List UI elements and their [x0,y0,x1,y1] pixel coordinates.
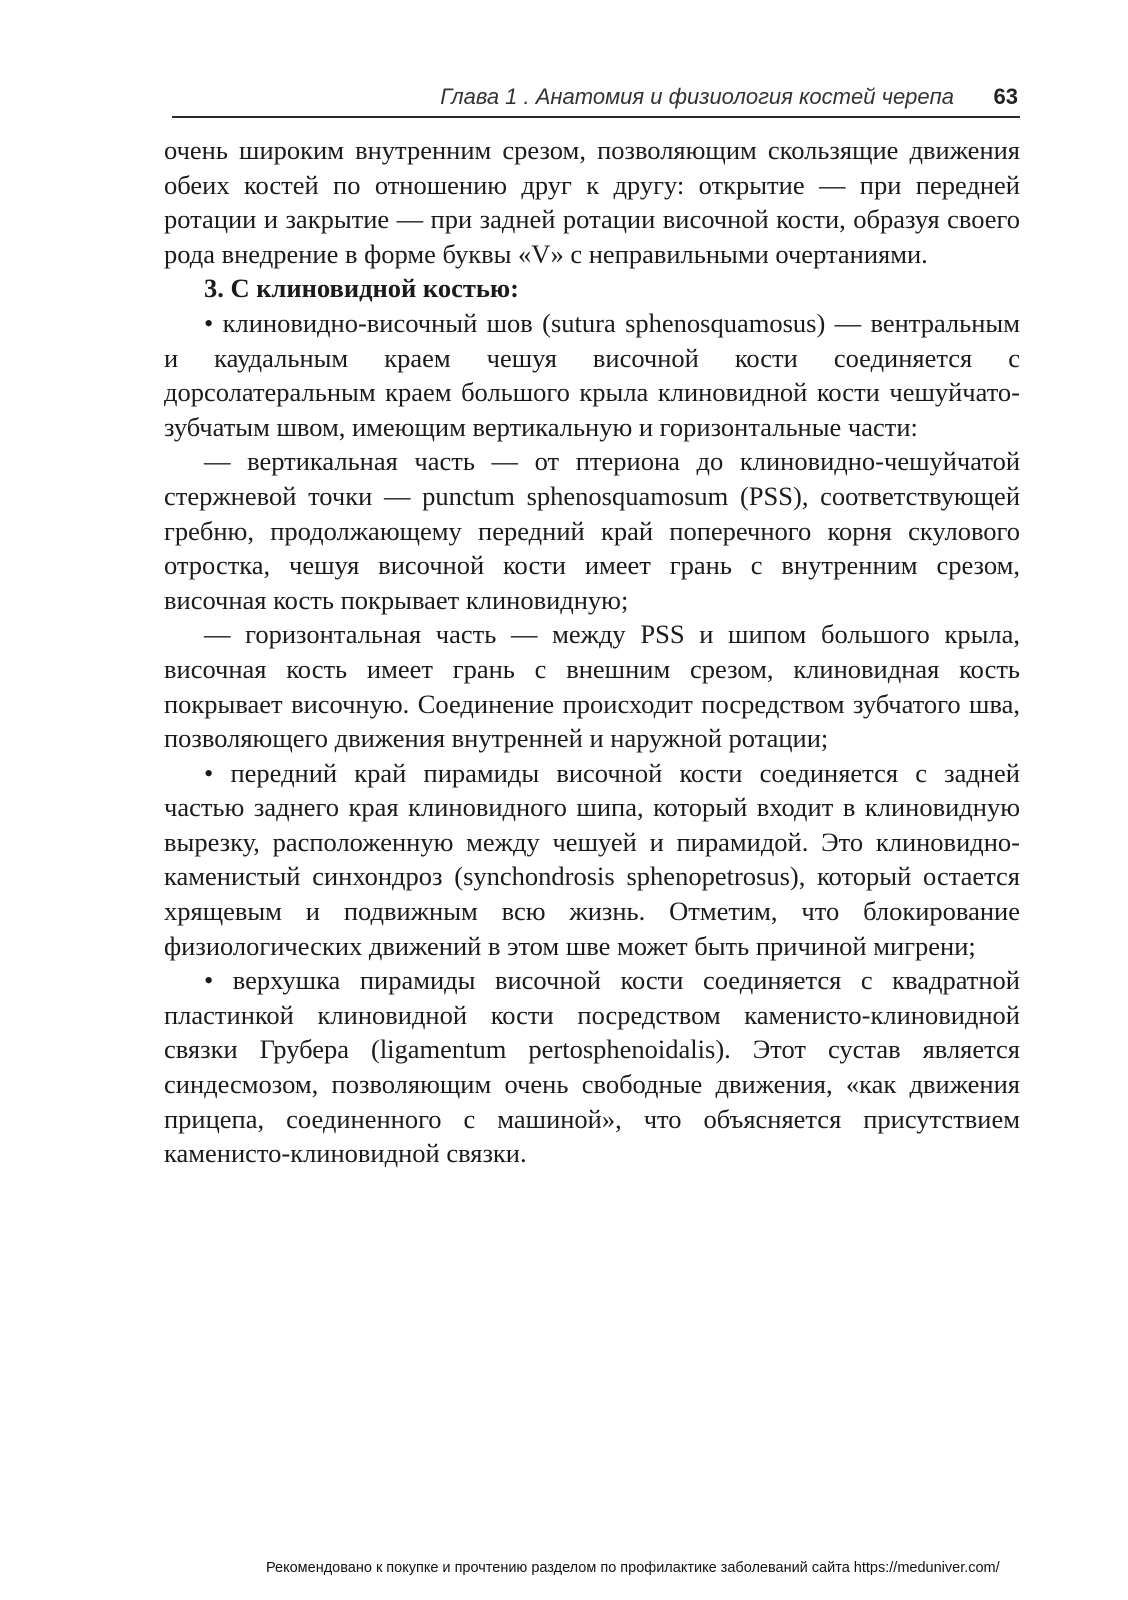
page-number: 63 [993,84,1018,109]
footer-note: Рекомендовано к покупке и прочтению разделом по профилактике заболеваний сайта https://meduniver.com/ [266,1560,1000,1576]
body-text [164,133,1020,1171]
bullet-paragraph-pyramid-edge: • передний край пирамиды височной кости соединяется с задней частью заднего края клиновидного шипа, который входит в клиновидную вырезку, расположенную между чешуей и пирамидой. Это клиновидно-каменистый синхондроз (synchondrosis sphenopetrosus), который остается хрящевым и подвижным всю жизнь. Отметим, что блокирование физиологических движений в этом шве может быть причиной мигрени; [164,757,1020,961]
section-heading: 3. С клиновидной костью: [204,273,519,304]
bullet-paragraph-pyramid-apex: • верхушка пирамиды височной кости соединяется с квадратной пластинкой клиновидной кости посредством каменисто-клиновидной связки Грубера (ligamentum pertosphenoidalis). Этот сустав является синдесмозом, позволяющим очень свободные движения, «как движения прицепа, соединенного с машиной», что объясняется присутствием каменисто-клиновидной связки. [164,965,1020,1169]
running-head: Глава 1 . Анатомия и физиология костей черепа [440,84,954,109]
bullet-paragraph-suture: • клиновидно-височный шов (sutura sphenosquamosus) — вентральным и каудальным краем чешуя височной кости соединяется с дорсолатеральным краем большого крыла клиновидной кости чешуйчато-зубчатым швом, имеющим вертикальную и горизонтальные части: [164,307,1020,442]
dash-paragraph-horizontal-part: — горизонтальная часть — между PSS и шипом большого крыла, височная кость имеет грань с внешним срезом, клиновидная кость покрывает височную. Соединение происходит посредством зубчатого шва, позволяющего движения внутренней и наружной ротации; [164,619,1020,754]
paragraph-continuation: очень широким внутренним срезом, позволяющим скользящие движения обеих костей по отношению друг к другу: открытие — при передней ротации и закрытие — при задней ротации височной кости, образуя своего рода внедрение в форме буквы «V» с неправильными очертаниями. [164,135,1020,269]
page-header [172,82,1020,118]
dash-paragraph-vertical-part: — вертикальная часть — от птериона до клиновидно-чешуйчатой стержневой точки — punctum sphenosquamosum (PSS), соответствующей гребню, продолжающему передний край поперечного корня скулового отростка, чешуя височной кости имеет грань с внутренним срезом, височная кость покрывает клиновидную; [164,446,1020,615]
